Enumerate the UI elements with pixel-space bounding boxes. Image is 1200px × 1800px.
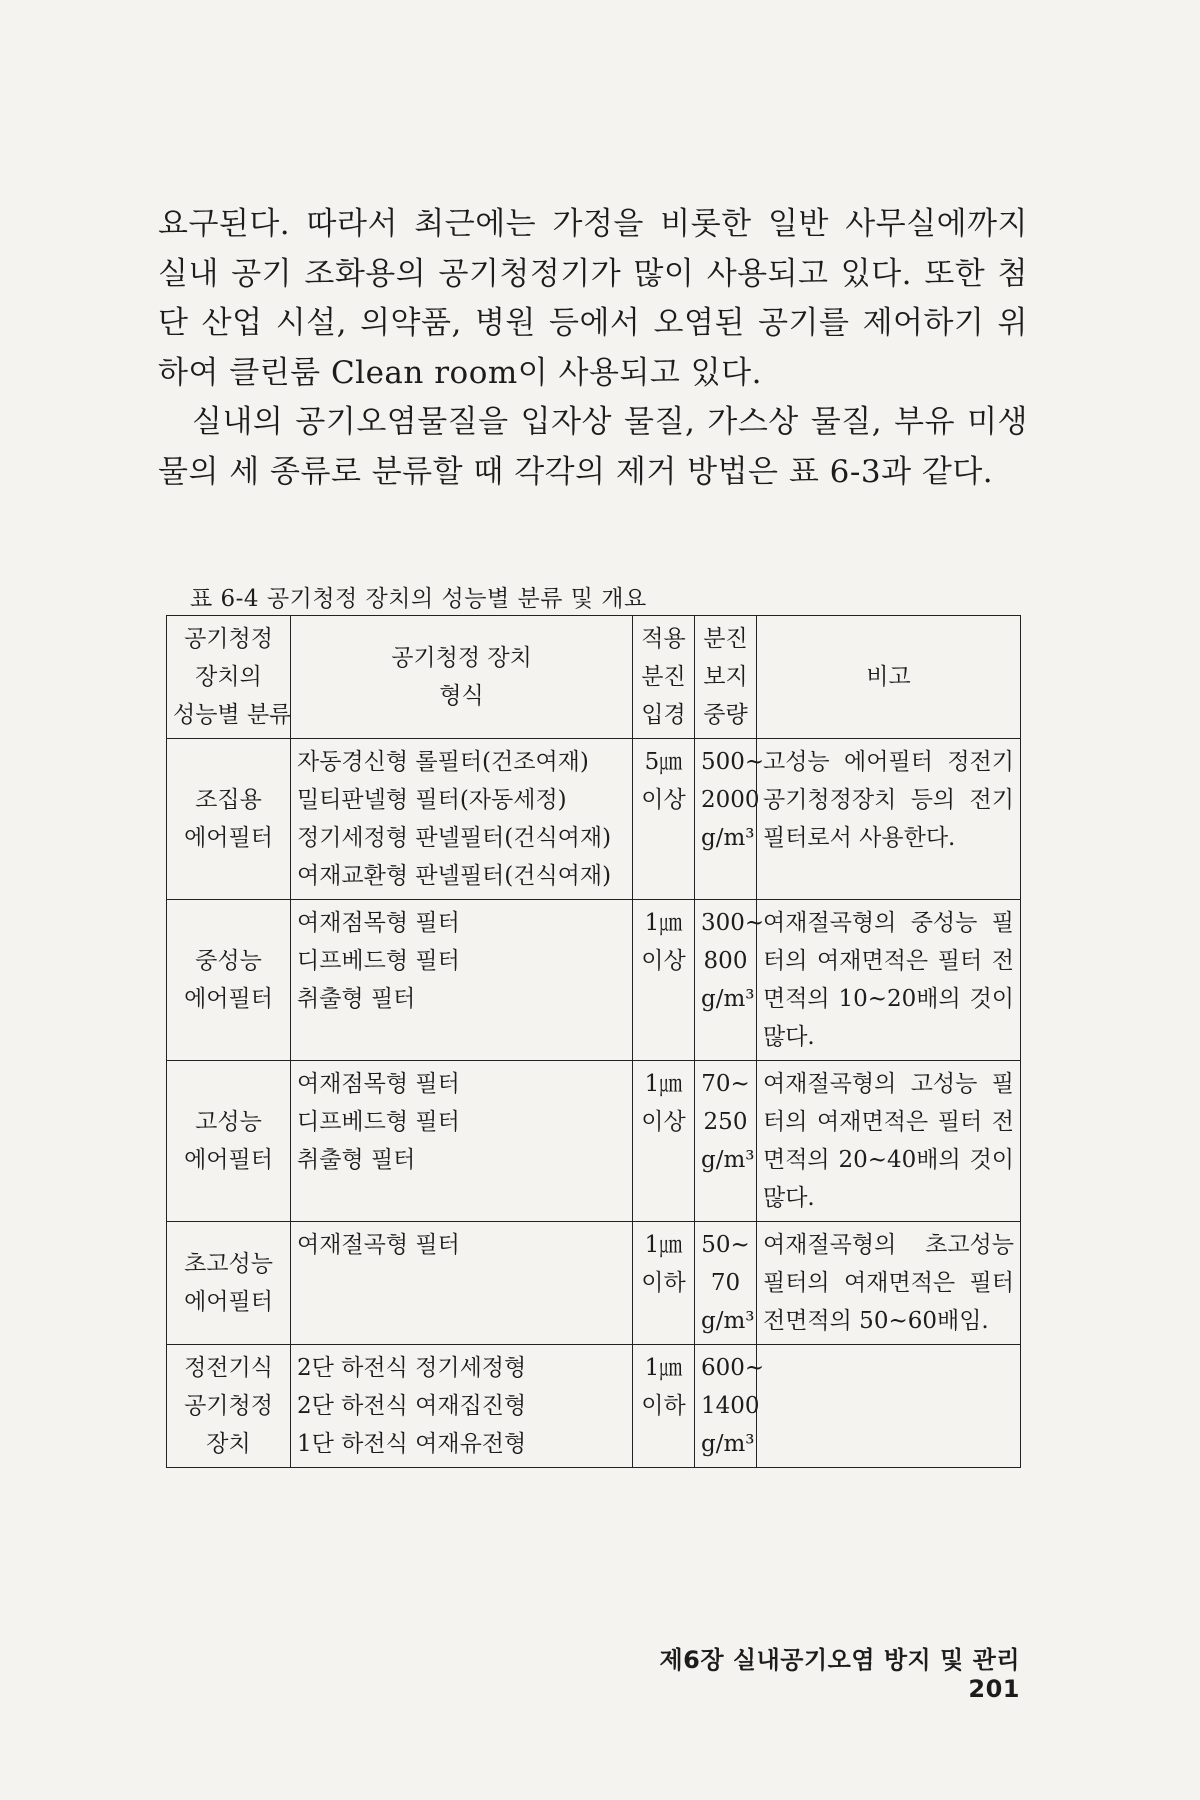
row-device: 자동경신형 롤필터(건조여재) 밀티판넬형 필터(자동세정) 정기세정형 판넬필터(건식여재) 여재교환형 판넬필터(건식여재) [291, 739, 633, 900]
row-capacity: 300~ 800 g/m³ [695, 900, 757, 1061]
row-device: 여재점목형 필터 디프베드형 필터 취출형 필터 [291, 900, 633, 1061]
table-row [167, 1061, 1021, 1222]
header-remarks: 비고 [757, 616, 1021, 739]
page-number: 201 [968, 1675, 1020, 1703]
row-device: 여재점목형 필터 디프베드형 필터 취출형 필터 [291, 1061, 633, 1222]
row-classification: 고성능 에어필터 [167, 1061, 291, 1222]
row-remarks [757, 1345, 1021, 1468]
chapter-title: 제6장 실내공기오염 방지 및 관리 [659, 1646, 1020, 1674]
row-classification: 중성능 에어필터 [167, 900, 291, 1061]
row-capacity: 600~ 1400 g/m³ [695, 1345, 757, 1468]
row-remarks: 고성능 에어필터 정전기 공기청정장치 등의 전기필터로서 사용한다. [757, 739, 1021, 900]
header-capacity: 분진 보지 중량 [695, 616, 757, 739]
table-row [167, 1345, 1021, 1468]
row-particle: 1㎛ 이하 [633, 1222, 695, 1345]
table-row [167, 900, 1021, 1061]
paragraph-2: 실내의 공기오염물질을 입자상 물질, 가스상 물질, 부유 미생물의 세 종류로 분류할 때 각각의 제거 방법은 표 6-3과 같다. [158, 404, 1028, 490]
performance-table [166, 615, 1021, 1468]
row-classification: 조집용 에어필터 [167, 739, 291, 900]
row-classification: 초고성능 에어필터 [167, 1222, 291, 1345]
row-classification: 정전기식 공기청정 장치 [167, 1345, 291, 1468]
table-row [167, 1222, 1021, 1345]
header-particle: 적용 분진 입경 [633, 616, 695, 739]
row-particle: 1㎛ 이상 [633, 900, 695, 1061]
table-row [167, 739, 1021, 900]
row-capacity: 500~ 2000 g/m³ [695, 739, 757, 900]
header-device: 공기청정 장치 형식 [291, 616, 633, 739]
table-header-row [167, 616, 1021, 739]
row-remarks: 여재절곡형의 고성능 필터의 여재면적은 필터 전면적의 20~40배의 것이 많다. [757, 1061, 1021, 1222]
row-capacity: 70~ 250 g/m³ [695, 1061, 757, 1222]
row-particle: 5㎛ 이상 [633, 739, 695, 900]
paragraph-1: 요구된다. 따라서 최근에는 가정을 비롯한 일반 사무실에까지 실내 공기 조화용의 공기청정기가 많이 사용되고 있다. 또한 첨단 산업 시설, 의약품, 병원 등에서 오염된 공기를 제어하기 위하여 클린룸 Clean room이 사용되고 있다. [158, 206, 1028, 391]
row-remarks: 여재절곡형의 중성능 필터의 여재면적은 필터 전면적의 10~20배의 것이 많다. [757, 900, 1021, 1061]
row-device: 2단 하전식 정기세정형 2단 하전식 여재집진형 1단 하전식 여재유전형 [291, 1345, 633, 1468]
table-caption: 표 6-4 공기청정 장치의 성능별 분류 및 개요 [190, 586, 647, 612]
header-classification: 공기청정 장치의 성능별 분류 [167, 616, 291, 739]
row-capacity: 50~ 70 g/m³ [695, 1222, 757, 1345]
body-text [158, 200, 1028, 497]
page-footer [600, 1640, 1020, 1703]
row-particle: 1㎛ 이하 [633, 1345, 695, 1468]
row-remarks: 여재절곡형의 초고성능 필터의 여재면적은 필터 전면적의 50~60배임. [757, 1222, 1021, 1345]
row-device: 여재절곡형 필터 [291, 1222, 633, 1345]
row-particle: 1㎛ 이상 [633, 1061, 695, 1222]
